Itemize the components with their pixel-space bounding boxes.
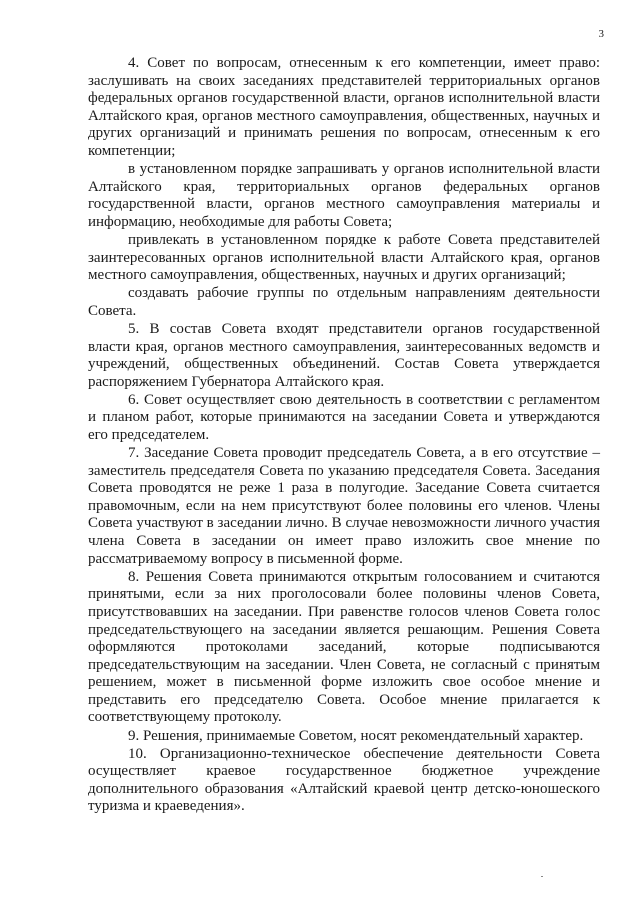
document-body xyxy=(88,55,600,816)
paragraph-item-4-request: в установленном порядке запрашивать у органов исполнительной власти Алтайского края, территориальных органов федеральных органов государственной власти, органов местного самоуправления материалы и информацию, необходимые для работы Совета; xyxy=(88,161,600,230)
paragraph-item-6: 6. Совет осуществляет свою деятельность в соответствии с регламентом и планом работ, которые принимаются на заседании Совета и утверждаются его председателем. xyxy=(88,391,600,443)
paragraph-item-4-involve: привлекать в установленном порядке к работе Совета представителей заинтересованных органов исполнительной власти Алтайского края, органов местного самоуправления, общественных, научных и других организаций; xyxy=(88,231,600,284)
page-number: 3 xyxy=(598,28,604,40)
paragraph-item-7: 7. Заседание Совета проводит председатель Совета, а в его отсутствие – заместитель председателя Совета по указанию председателя Совета. Заседания Совета проводятся не реже 1 раза в полугодие. Заседание Совета считается правомочным, если на нем присутствуют более половины его членов. Члены Совета участвуют в заседании лично. В случае невозможности личного участия члена Совета в заседании он имеет право изложить свое мнение по рассматриваемому вопросу в письменной форме. xyxy=(88,445,600,567)
paragraph-item-4: 4. Совет по вопросам, отнесенным к его компетенции, имеет право: заслушивать на своих заседаниях представителей территориальных органов федеральных органов государственной власти, органов исполнительной власти Алтайского края, органов местного самоуправления, общественных, научных и других организаций и принимать решения по вопросам, отнесенным к его компетенции; xyxy=(88,55,600,159)
paragraph-item-4-groups: создавать рабочие группы по отдельным направлениям деятельности Совета. xyxy=(88,285,600,319)
paragraph-item-5: 5. В состав Совета входят представители органов государственной власти края, органов местного самоуправления, заинтересованных ведомств и учреждений, общественных объединений. Состав Совета утверждается распоряжением Губернатора Алтайского края. xyxy=(88,320,600,390)
paragraph-item-9: 9. Решения, принимаемые Советом, носят рекомендательный характер. xyxy=(128,727,584,744)
paragraph-item-8: 8. Решения Совета принимаются открытым голосованием и считаются принятыми, если за них проголосовали более половины членов Совета, присутствовавших на заседании. При равенстве голосов членов Совета голос председательствующего на заседании является решающим. Решения Совета оформляются протоколами заседаний, которые подписываются председательствующим на заседании. Член Совета, не согласный с принятым решением, может в письменной форме изложить свое особое мнение и представить его председателю Совета. Особое мнение прилагается к соответствующему протоколу. xyxy=(88,568,600,726)
scan-speck xyxy=(541,876,543,877)
paragraph-item-10: 10. Организационно-техническое обеспечение деятельности Совета осуществляет краевое государственное бюджетное учреждение дополнительного образования «Алтайский краевой центр детско-юношеского туризма и краеведения». xyxy=(88,745,600,815)
